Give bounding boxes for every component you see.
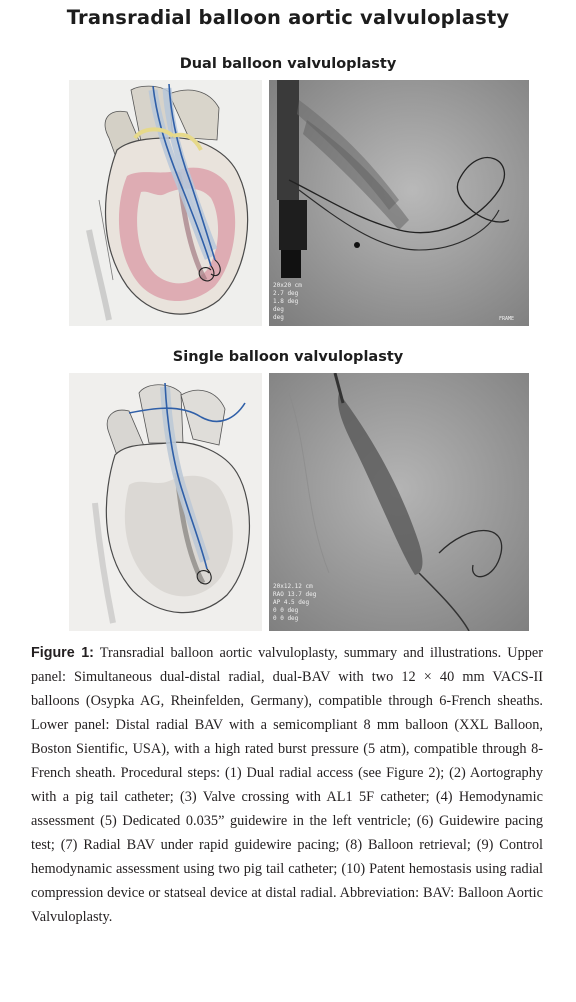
svg-text:RAO 13.7 deg: RAO 13.7 deg <box>273 591 317 598</box>
figure-title: Transradial balloon aortic valvuloplasty <box>66 6 510 29</box>
figure-caption <box>31 641 543 929</box>
dual-balloon-fluoroscopy <box>269 80 529 326</box>
panel-heading-single: Single balloon valvuloplasty <box>172 349 404 365</box>
panel-heading-dual: Dual balloon valvuloplasty <box>179 56 397 72</box>
svg-text:1.8 deg: 1.8 deg <box>273 298 299 305</box>
single-balloon-fluoroscopy <box>269 373 529 631</box>
caption-text: Transradial balloon aortic valvuloplasty, summary and illustrations. Upper panel: Simultaneous dual-distal radial, dual-BAV with two 12 × 40 mm VACS-II balloons (Osypka AG, Rheinfelden, Germany), compatible through 6-French sheaths. Lower panel: Distal radial BAV with a semicompliant 8 mm balloon (XXL Balloon, Boston Sientific, USA), with a high rated burst pressure (5 atm), compatible through 8-French sheath. Procedural steps: (1) Dual radial access (see Figure 2); (2) Aortography with a pig tail catheter; (3) Valve crossing with AL1 5F catheter; (4) Hemodynamic assessment (5) Dedicated 0.035” guidewire in the left ventricle; (6) Guidewire pacing test; (7) Radial BAV under rapid guidewire pacing; (8) Balloon retrieval; (9) Control hemodynamic assessment using two pig tail catheter; (10) Patent hemostasis using radial compression device or statseal device at distal radial. Abbreviation: BAV: Balloon Aortic Valvuloplasty. <box>31 645 543 925</box>
single-balloon-heart-illustration <box>69 373 262 631</box>
svg-text:FRAME: FRAME <box>499 316 515 322</box>
svg-text:20x12.12 cm: 20x12.12 cm <box>273 583 313 590</box>
svg-text:deg: deg <box>273 314 284 321</box>
dual-balloon-heart-illustration <box>69 80 262 326</box>
svg-text:0 0 deg: 0 0 deg <box>273 615 299 622</box>
svg-text:deg: deg <box>273 306 284 313</box>
svg-text:20x20 cm: 20x20 cm <box>273 282 302 289</box>
svg-text:0 0 deg: 0 0 deg <box>273 607 299 614</box>
svg-text:AP 4.5 deg: AP 4.5 deg <box>273 599 310 606</box>
svg-text:2.7 deg: 2.7 deg <box>273 290 299 297</box>
caption-label: Figure 1: <box>31 645 94 661</box>
